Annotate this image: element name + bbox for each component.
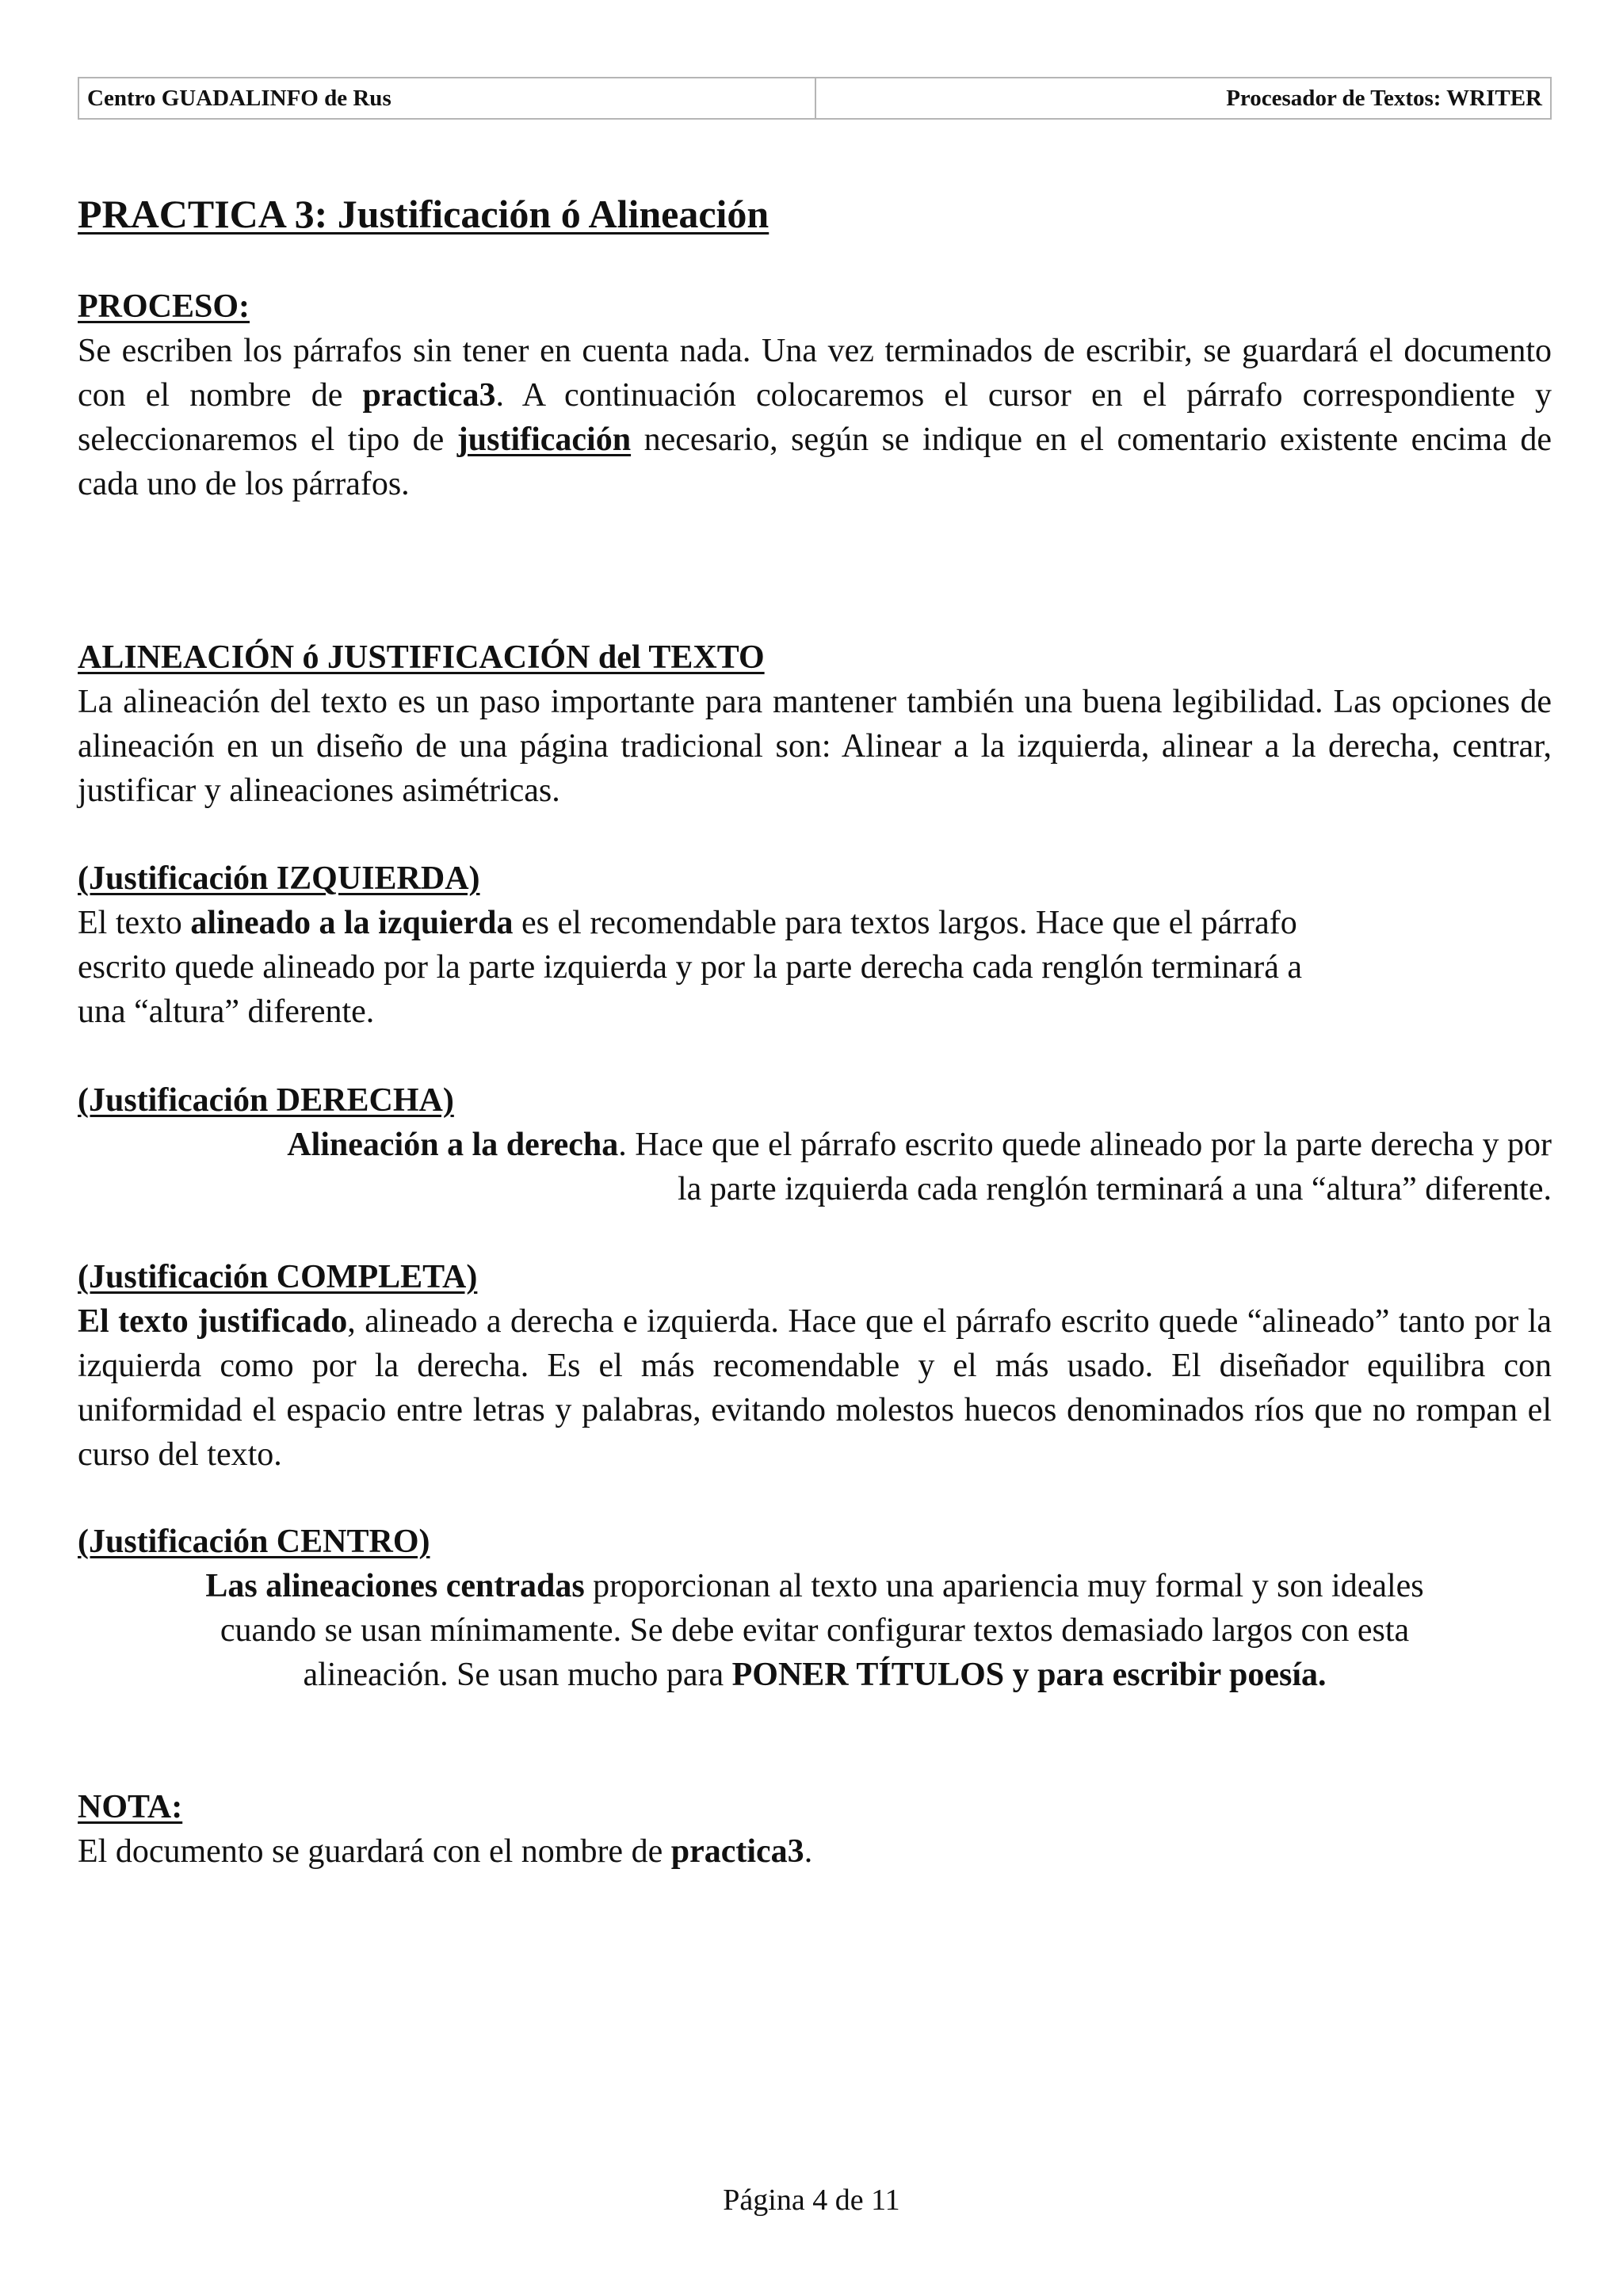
centro-text-1: proporcionan al texto una apariencia muy formal y son ideales	[584, 1568, 1424, 1604]
centro-heading: (Justificación CENTRO)	[78, 1524, 430, 1560]
header-right-cell: Procesador de Textos: WRITER	[1226, 85, 1542, 111]
header-left-cell: Centro GUADALINFO de Rus	[79, 78, 816, 118]
centro-bold-1: Las alineaciones centradas	[205, 1568, 585, 1604]
proceso-heading: PROCESO:	[78, 288, 250, 325]
derecha-text-1: . Hace que el párrafo escrito quede alineado por la parte derecha y por	[618, 1127, 1552, 1163]
nota-text-1: El documento se guardará con el nombre de	[78, 1833, 671, 1870]
centro-text-3: alineación. Se usan mucho para	[303, 1657, 732, 1693]
izquierda-bold: alineado a la izquierda	[190, 905, 514, 941]
izquierda-text-1: El texto	[78, 905, 191, 941]
nota-text-2: .	[804, 1833, 813, 1870]
nota-heading: NOTA:	[78, 1789, 183, 1825]
proceso-text-3: necesario, según se indique en el comentario existente encima de cada uno de los párrafos.	[78, 421, 1552, 502]
document-title: PRACTICA 3: Justificación ó Alineación	[78, 192, 769, 236]
section-centro	[78, 1520, 1552, 1697]
derecha-heading: (Justificación DERECHA)	[78, 1082, 454, 1119]
centro-line-3	[78, 1653, 1552, 1697]
section-nota	[78, 1785, 1552, 1874]
nota-paragraph	[78, 1829, 1552, 1874]
section-proceso	[78, 284, 1552, 506]
completa-paragraph	[78, 1299, 1552, 1477]
proceso-bold-2: justificación	[456, 421, 632, 458]
izquierda-text-2: es el recomendable para textos largos. Hace que el párrafo	[513, 905, 1297, 941]
proceso-text-1: Se escriben los párrafos sin tener en cuenta nada. Una vez terminados de escribir, se guardará el documento con el nombre de	[78, 333, 1552, 414]
completa-bold: El texto justificado	[78, 1303, 348, 1340]
centro-line-2: cuando se usan mínimamente. Se debe evitar configurar textos demasiado largos con esta	[220, 1612, 1410, 1649]
section-completa	[78, 1255, 1552, 1477]
section-derecha	[78, 1078, 1552, 1211]
alineacion-heading: ALINEACIÓN ó JUSTIFICACIÓN del TEXTO	[78, 639, 765, 676]
proceso-paragraph	[78, 329, 1552, 506]
derecha-line-2: la parte izquierda cada renglón terminará a una “altura” diferente.	[677, 1171, 1552, 1207]
izquierda-line-3: una “altura” diferente.	[78, 994, 375, 1030]
alineacion-paragraph: La alineación del texto es un paso importante para mantener también una buena legibilidad. Las opciones de alineación en un diseño de una página tradicional son: Alinear a la izquierda, alinear a la derecha, centrar, justificar y alineaciones asimétricas.	[78, 684, 1552, 809]
page-header	[78, 77, 1552, 120]
completa-text: , alineado a derecha e izquierda. Hace que el párrafo escrito quede “alineado” tanto por la izquierda como por la derecha. Es el más recomendable y el más usado. El diseñador equilibra con uniformidad el espacio entre letras y palabras, evitando molestos huecos denominados ríos que no rompan el curso del texto.	[78, 1303, 1552, 1473]
page-number: Página 4 de 11	[723, 2183, 900, 2217]
completa-heading: (Justificación COMPLETA)	[78, 1259, 478, 1295]
derecha-line-1	[78, 1123, 1552, 1167]
centro-bold-3: PONER TÍTULOS y para escribir poesía.	[731, 1657, 1327, 1693]
proceso-text-2: . A continuación colocaremos el cursor en el párrafo correspondiente y seleccionaremos el tipo de	[78, 377, 1552, 458]
izquierda-line-2: escrito quede alineado por la parte izquierda y por la parte derecha cada renglón terminará a	[78, 949, 1303, 986]
derecha-bold: Alineación a la derecha	[287, 1127, 619, 1163]
nota-bold: practica3	[670, 1833, 804, 1870]
izquierda-heading: (Justificación IZQUIERDA)	[78, 860, 480, 897]
izquierda-line-1	[78, 901, 1552, 945]
section-izquierda	[78, 856, 1552, 1034]
section-alineacion	[78, 635, 1552, 813]
proceso-bold-1: practica3	[362, 377, 496, 414]
centro-line-1	[78, 1564, 1552, 1608]
